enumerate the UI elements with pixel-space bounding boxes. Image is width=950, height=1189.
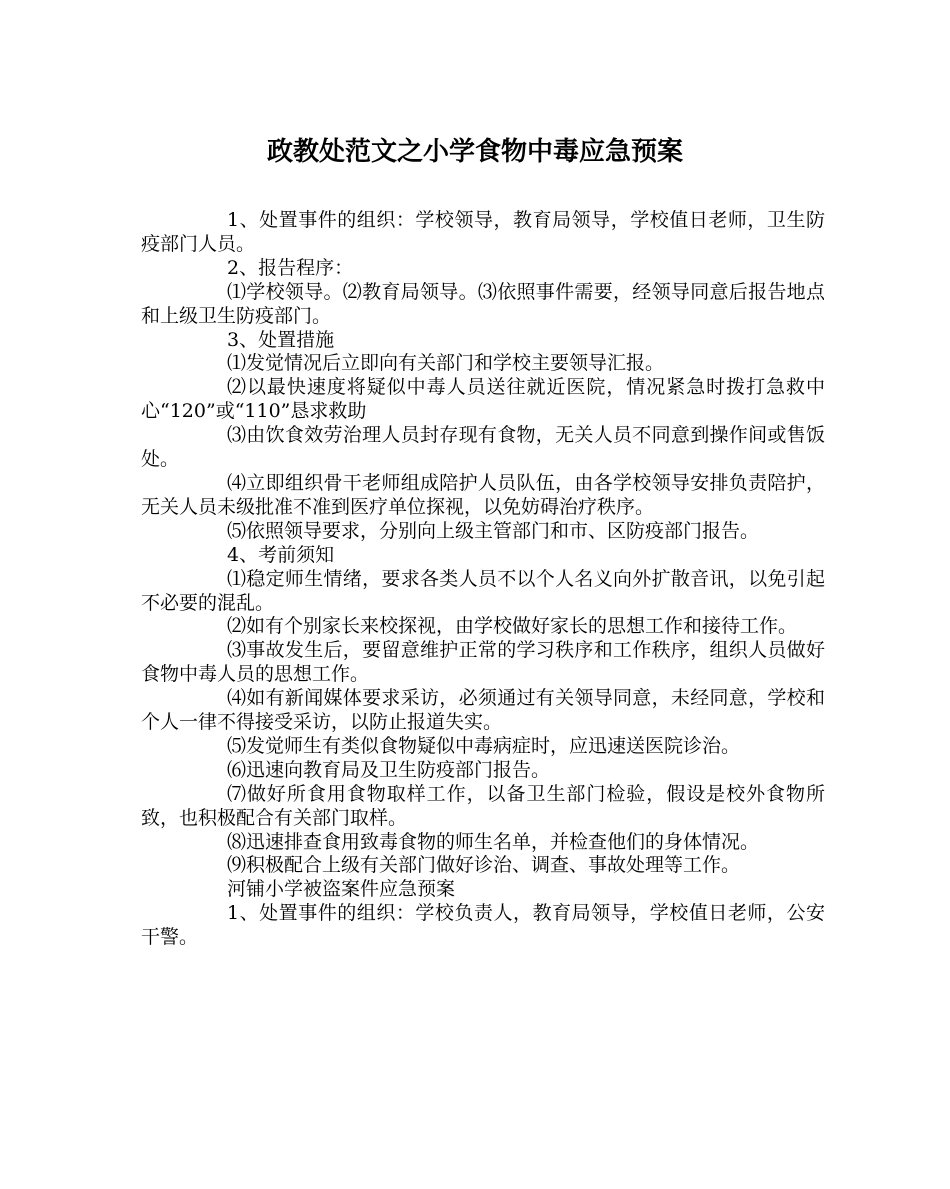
paragraph: 1、处置事件的组织：学校领导，教育局领导，学校值日老师，卫生防疫部门人员。: [141, 209, 825, 255]
paragraph: ⑴发觉情况后立即向有关部门和学校主要领导汇报。: [227, 352, 665, 375]
paragraph: ⑵如有个别家长来校探视，由学校做好家长的思想工作和接待工作。: [227, 615, 798, 638]
paragraph: ⑺做好所食用食物取样工作，以备卫生部门检验，假设是校外食物所致，也积极配合有关部门取样。: [141, 782, 825, 829]
paragraph: ⑸发觉师生有类似食物疑似中毒病症时，应迅速送医院诊治。: [227, 734, 741, 757]
paragraph: ⑷如有新闻媒体要求采访，必须通过有关领导同意，未经同意，学校和个人一律不得接受采访，以防止报道失实。: [141, 687, 825, 734]
paragraph: ⑸依照领导要求，分别向上级主管部门和市、区防疫部门报告。: [227, 519, 760, 542]
paragraph: 2、报告程序：: [227, 256, 354, 279]
document-title: 政教处范文之小学食物中毒应急预案: [266, 137, 683, 167]
paragraph: 3、处置措施: [227, 328, 335, 351]
paragraph: ⑹迅速向教育局及卫生防疫部门报告。: [227, 758, 551, 781]
paragraph: ⑴稳定师生情绪，要求各类人员不以个人名义向外扩散音讯，以免引起不必要的混乱。: [141, 567, 825, 614]
paragraph: 河铺小学被盗案件应急预案: [227, 878, 456, 901]
paragraph: ⑶事故发生后，要留意维护正常的学习秩序和工作秩序，组织人员做好食物中毒人员的思想工作。: [141, 639, 825, 686]
paragraph: ⑷立即组织骨干老师组成陪护人员队伍，由各学校领导安排负责陪护，无关人员未级批准不准到医疗单位探视，以免妨碍治疗秩序。: [141, 471, 825, 518]
paragraph: ⑵以最快速度将疑似中毒人员送往就近医院，情况紧急时拨打急救中心“120”或“110”恳求救助: [141, 376, 825, 423]
document-body: [141, 209, 825, 950]
paragraph: ⑴学校领导。⑵教育局领导。⑶依照事件需要，经领导同意后报告地点和上级卫生防疫部门。: [141, 280, 825, 327]
paragraph: 1、处置事件的组织：学校负责人，教育局领导，学校值日老师，公安干警。: [141, 902, 825, 949]
paragraph: ⑻迅速排查食用致毒食物的师生名单，并检查他们的身体情况。: [227, 830, 760, 853]
paragraph: ⑶由饮食效劳治理人员封存现有食物，无关人员不同意到操作间或售饭处。: [141, 424, 825, 471]
paragraph: 4、考前须知: [227, 543, 335, 566]
paragraph: ⑼积极配合上级有关部门做好诊治、调查、事故处理等工作。: [227, 854, 741, 877]
